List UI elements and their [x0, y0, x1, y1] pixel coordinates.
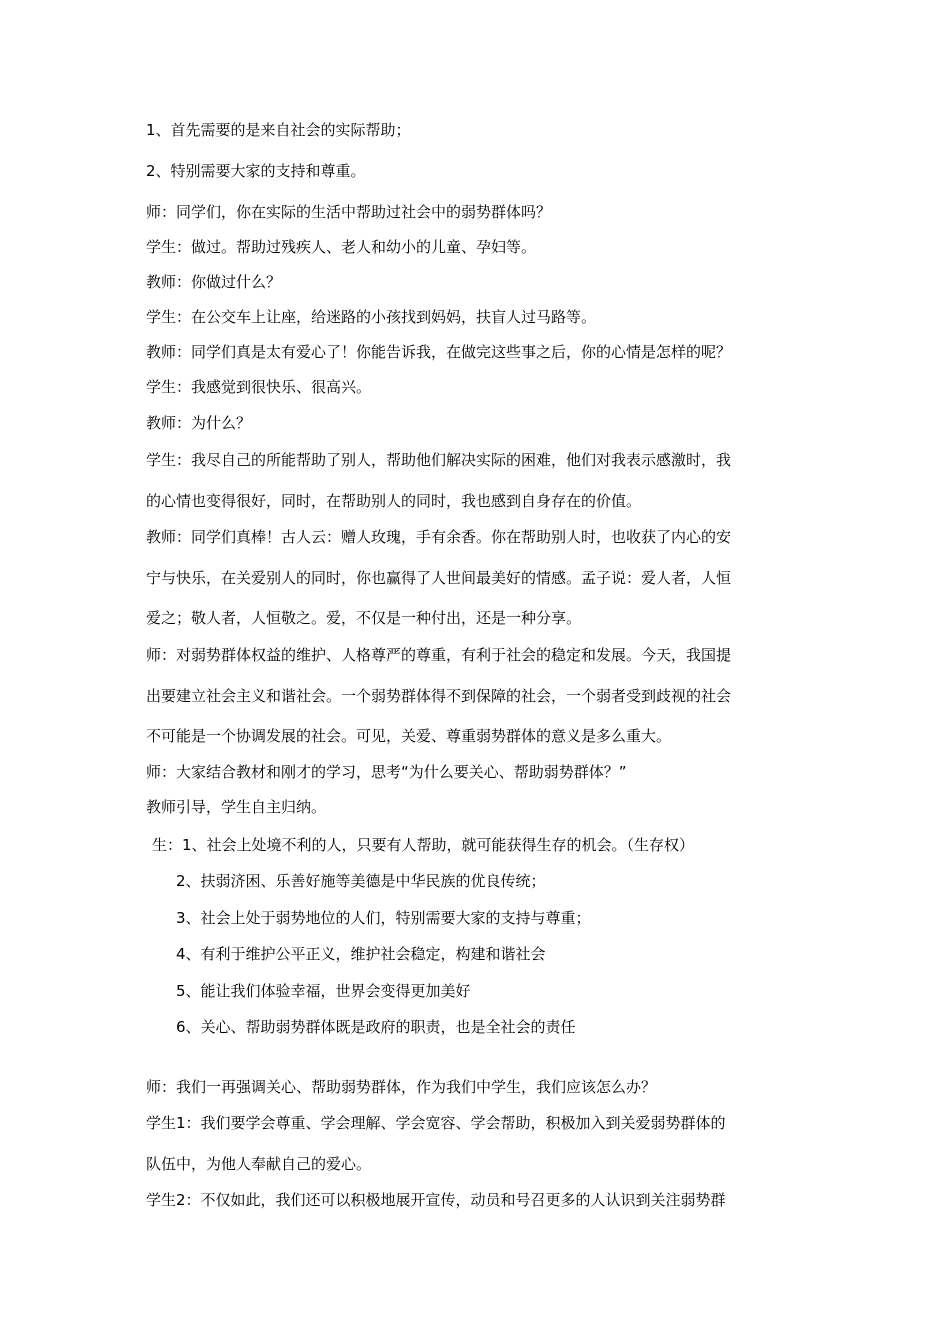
list-item: 2、扶弱济困、乐善好施等美德是中华民族的优良传统；	[176, 872, 546, 890]
paragraph-line: 学生2：不仅如此，我们还可以积极地展开宣传，动员和号召更多的人认识到关注弱势群	[146, 1191, 726, 1209]
paragraph-line: 学生：做过。帮助过残疾人、老人和幼小的儿童、孕妇等。	[146, 238, 537, 256]
paragraph-line: 学生1：我们要学会尊重、学会理解、学会宽容、学会帮助，积极加入到关爱弱势群体的	[146, 1114, 726, 1132]
list-item: 5、能让我们体验幸福，世界会变得更加美好	[176, 982, 471, 1000]
paragraph-line: 教师：同学们真是太有爱心了！你能告诉我，在做完这些事之后，你的心情是怎样的呢？	[146, 343, 732, 361]
paragraph-line: 不可能是一个协调发展的社会。可见，关爱、尊重弱势群体的意义是多么重大。	[146, 727, 672, 745]
paragraph-line: 爱之；敬人者，人恒敬之。爱，不仅是一种付出，还是一种分享。	[146, 609, 582, 627]
paragraph-line: 教师：同学们真棒！古人云：赠人玫瑰，手有余香。你在帮助别人时，也收获了内心的安	[146, 528, 732, 546]
paragraph-line: 1、首先需要的是来自社会的实际帮助；	[146, 121, 411, 139]
paragraph-line: 教师：为什么？	[146, 414, 252, 432]
paragraph-line: 学生：在公交车上让座，给迷路的小孩找到妈妈，扶盲人过马路等。	[146, 308, 597, 326]
list-item: 4、有利于维护公平正义，维护社会稳定，构建和谐社会	[176, 945, 546, 963]
paragraph-line: 学生：我感觉到很快乐、很高兴。	[146, 378, 372, 396]
paragraph-line: 学生：我尽自己的所能帮助了别人，帮助他们解决实际的困难，他们对我表示感激时，我	[146, 451, 732, 469]
paragraph-line: 教师：你做过什么？	[146, 273, 282, 291]
paragraph-line: 师：大家结合教材和刚才的学习，思考“为什么要关心、帮助弱势群体？”	[146, 763, 627, 781]
paragraph-line: 宁与快乐，在关爱别人的同时，你也赢得了人世间最美好的情感。孟子说：爱人者，人恒	[146, 569, 732, 587]
paragraph-line: 师：我们一再强调关心、帮助弱势群体，作为我们中学生，我们应该怎么办？	[146, 1078, 657, 1096]
paragraph-line: 2、特别需要大家的支持和尊重。	[146, 162, 366, 180]
paragraph-line: 师：同学们，你在实际的生活中帮助过社会中的弱势群体吗？	[146, 203, 552, 221]
paragraph-line: 的心情也变得很好，同时，在帮助别人的同时，我也感到自身存在的价值。	[146, 492, 642, 510]
list-item: 3、社会上处于弱势地位的人们，特别需要大家的支持与尊重；	[176, 909, 591, 927]
paragraph-line: 队伍中，为他人奉献自己的爱心。	[146, 1155, 372, 1173]
list-item: 6、关心、帮助弱势群体既是政府的职责，也是全社会的责任	[176, 1018, 576, 1036]
paragraph-line: 师：对弱势群体权益的维护、人格尊严的尊重，有利于社会的稳定和发展。今天，我国提	[146, 646, 732, 664]
paragraph-line: 生：1、社会上处境不利的人，只要有人帮助，就可能获得生存的机会。（生存权）	[152, 836, 695, 854]
paragraph-line: 出要建立社会主义和谐社会。一个弱势群体得不到保障的社会，一个弱者受到歧视的社会	[146, 687, 732, 705]
paragraph-line: 教师引导，学生自主归纳。	[146, 798, 327, 816]
